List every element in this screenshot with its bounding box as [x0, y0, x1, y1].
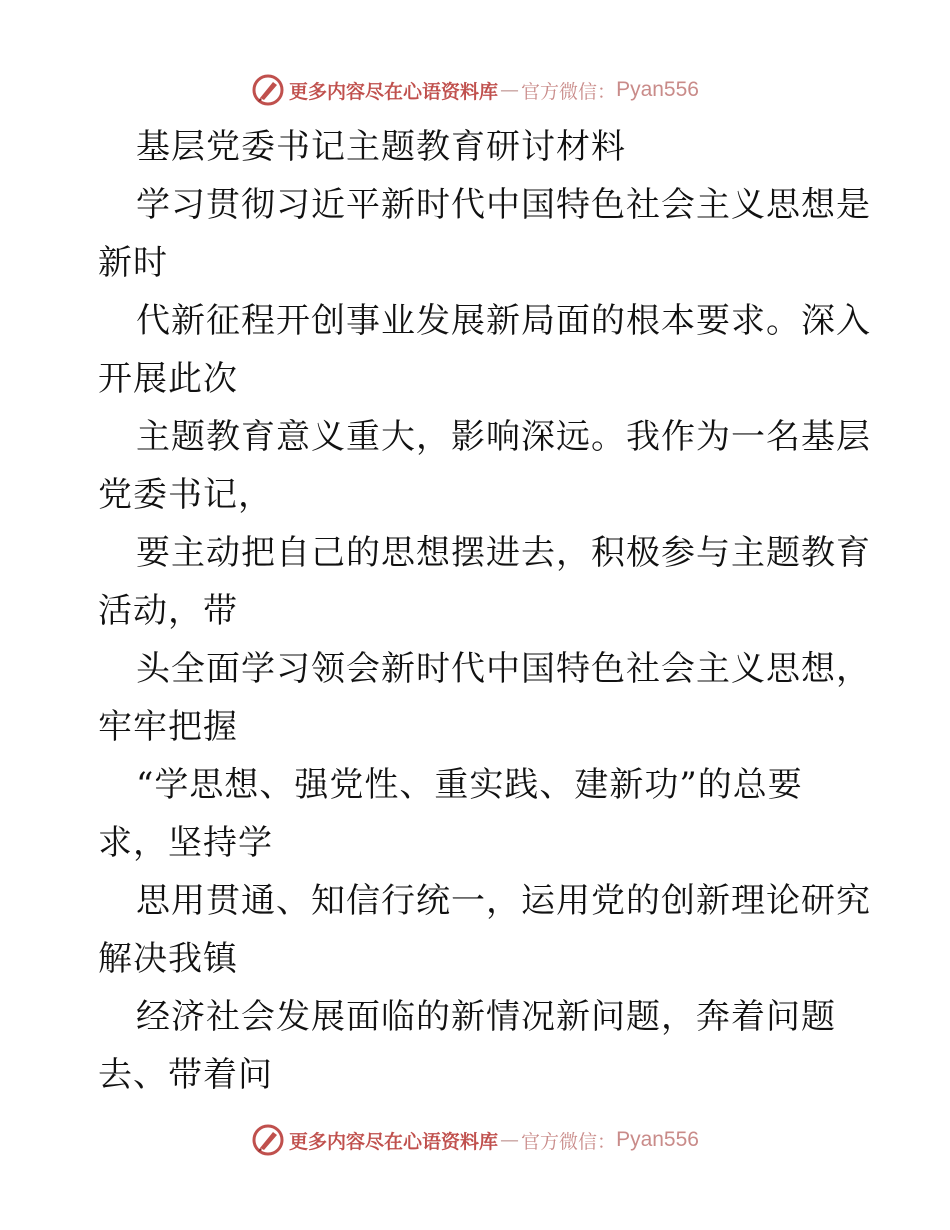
- text-line: 解决我镇: [98, 939, 238, 979]
- text-line: 思用贯通、知信行统一，运用党的创新理论研究: [136, 881, 871, 921]
- footer-watermark: [0, 1120, 950, 1160]
- text-line: 活动，带: [98, 591, 238, 631]
- document-title: 基层党委书记主题教育研讨材料: [136, 127, 626, 167]
- text-line: 要主动把自己的思想摆进去，积极参与主题教育: [136, 533, 871, 573]
- watermark-brand-text: 更多内容尽在心语资料库: [289, 80, 499, 103]
- pen-logo-icon: [251, 1123, 285, 1157]
- text-line: 牢牢把握: [98, 707, 238, 747]
- pen-logo-icon: [251, 73, 285, 107]
- watermark-separator: —: [500, 1129, 520, 1151]
- text-line: 经济社会发展面临的新情况新问题，奔着问题: [136, 997, 836, 1037]
- text-line: 学习贯彻习近平新时代中国特色社会主义思想是: [136, 185, 871, 225]
- header-watermark: [0, 70, 950, 110]
- watermark-brand-text: 更多内容尽在心语资料库: [289, 1130, 499, 1153]
- watermark-wechat-label: 官方微信：: [521, 1130, 617, 1153]
- document-body: [98, 118, 871, 1104]
- text-line: 开展此次: [98, 359, 238, 399]
- text-line: 主题教育意义重大，影响深远。我作为一名基层: [136, 417, 871, 457]
- text-line: “学思想、强党性、重实践、建新功”的总要: [136, 765, 803, 805]
- watermark-wechat-id: Pyan556: [616, 78, 699, 101]
- watermark-wechat-id: Pyan556: [616, 1128, 699, 1151]
- text-line: 新时: [98, 243, 168, 283]
- text-line: 党委书记，: [98, 475, 273, 515]
- watermark-separator: —: [500, 79, 520, 101]
- text-line: 代新征程开创事业发展新局面的根本要求。深入: [136, 301, 871, 341]
- text-line: 去、带着问: [98, 1055, 273, 1095]
- text-line: 求，坚持学: [98, 823, 273, 863]
- watermark-wechat-label: 官方微信：: [521, 80, 617, 103]
- text-line: 头全面学习领会新时代中国特色社会主义思想，: [136, 649, 871, 689]
